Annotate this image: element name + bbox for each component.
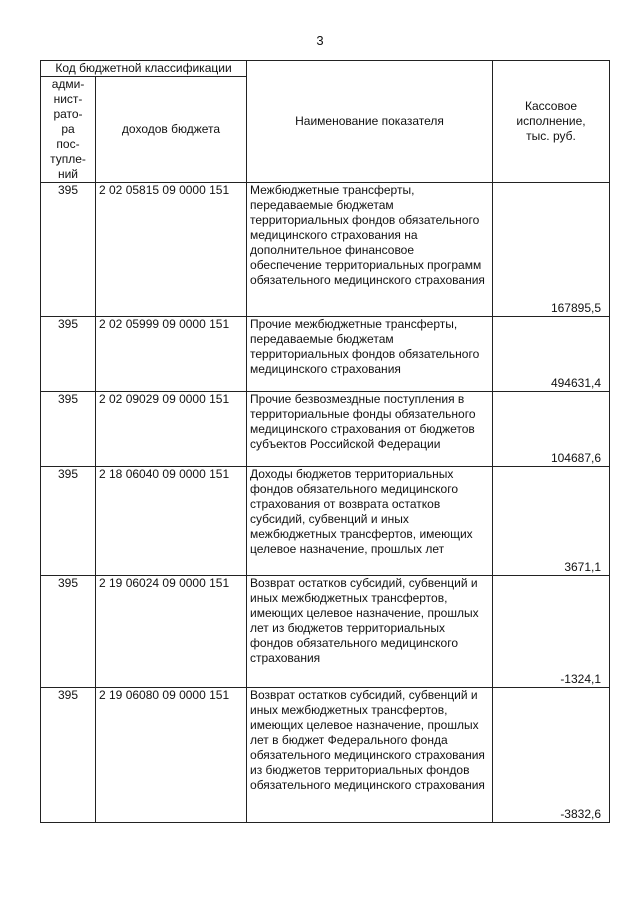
administrator-header [41, 77, 96, 183]
indicator-name-cell: Прочие безвозмездные поступления в территориальные фонды обязательного медицинского страхования от бюджетов субъектов Российской Федерации [247, 392, 493, 467]
cash-execution-value-cell: 494631,4 [493, 317, 610, 392]
cash-execution-value-cell: 3671,1 [493, 467, 610, 576]
revenue-code-cell: 2 02 05999 09 0000 151 [96, 317, 247, 392]
cash-execution-value-cell: 104687,6 [493, 392, 610, 467]
cash-execution-value-cell: -3832,6 [493, 688, 610, 823]
table-row [41, 576, 610, 688]
revenue-code-cell: 2 19 06024 09 0000 151 [96, 576, 247, 688]
administrator-code-cell: 395 [41, 688, 96, 823]
table-row [41, 392, 610, 467]
indicator-name-cell: Межбюджетные трансферты, передаваемые бюджетам территориальных фондов обязательного медицинского страхования на дополнительное финансовое обеспечение территориальных программ обязательного медицинского страхования [247, 183, 493, 317]
page-number: 3 [316, 33, 324, 48]
cash-execution-value-cell: 167895,5 [493, 183, 610, 317]
administrator-code-cell: 395 [41, 576, 96, 688]
revenue-code-header: доходов бюджета [96, 77, 247, 183]
cash-execution-header [493, 61, 610, 183]
administrator-code-cell: 395 [41, 392, 96, 467]
revenue-code-cell: 2 19 06080 09 0000 151 [96, 688, 247, 823]
cash-execution-header-text: Кассовое исполнение, тыс. руб. [516, 99, 586, 143]
budget-code-group-header: Код бюджетной классификации [41, 61, 247, 77]
administrator-code-cell: 395 [41, 467, 96, 576]
table-row [41, 688, 610, 823]
budget-revenue-table [40, 60, 610, 823]
indicator-name-cell: Прочие межбюджетные трансферты, передаваемые бюджетам территориальных фондов обязательного медицинского страхования [247, 317, 493, 392]
revenue-code-cell: 2 02 09029 09 0000 151 [96, 392, 247, 467]
revenue-code-cell: 2 02 05815 09 0000 151 [96, 183, 247, 317]
table-header-row-group [41, 61, 610, 77]
table-row [41, 317, 610, 392]
administrator-code-cell: 395 [41, 183, 96, 317]
indicator-name-cell: Возврат остатков субсидий, субвенций и иных межбюджетных трансфертов, имеющих целевое назначение, прошлых лет из бюджетов территориальных фондов обязательного медицинского страхования [247, 576, 493, 688]
cash-execution-value-cell: -1324,1 [493, 576, 610, 688]
revenue-code-cell: 2 18 06040 09 0000 151 [96, 467, 247, 576]
administrator-header-text: адми- нист- рато- ра пос- тупле- ний [50, 77, 86, 181]
table-row [41, 467, 610, 576]
table-row [41, 183, 610, 317]
administrator-code-cell: 395 [41, 317, 96, 392]
indicator-name-cell: Возврат остатков субсидий, субвенций и иных межбюджетных трансфертов, имеющих целевое назначение, прошлых лет в бюджет Федерального фонда обязательного медицинского страхования из бюджетов территориальных фондов обязательного медицинского страхования [247, 688, 493, 823]
indicator-name-header: Наименование показателя [247, 61, 493, 183]
indicator-name-cell: Доходы бюджетов территориальных фондов обязательного медицинского страхования от возврата остатков субсидий, субвенций и иных межбюджетных трансфертов, имеющих целевое назначение, прошлых лет [247, 467, 493, 576]
